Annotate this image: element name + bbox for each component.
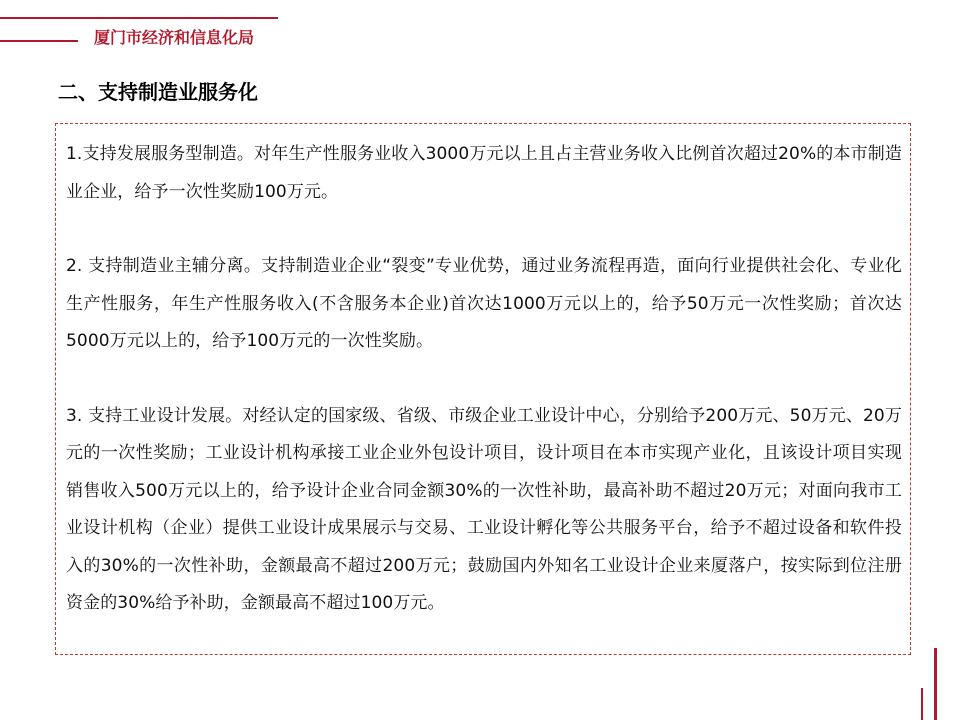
header-top-rule	[0, 17, 278, 19]
policy-paragraph-2: 2. 支持制造业主辅分离。支持制造业企业“裂变”专业优势，通过业务流程再造，面向行业提供社会化、专业化生产性服务，年生产性服务收入(不含服务本企业)首次达1000万元以上的，给予50万元一次性奖励；首次达5000万元以上的，给予100万元的一次性奖励。	[66, 256, 902, 351]
header-accent-rule	[0, 40, 78, 42]
section-title: 二、支持制造业服务化	[58, 80, 258, 104]
policy-content-box	[55, 123, 911, 655]
corner-decoration-bar	[934, 648, 937, 720]
policy-paragraph-1: 1.支持发展服务型制造。对年生产性服务业收入3000万元以上且占主营业务收入比例首次超过20%的本市制造业企业，给予一次性奖励100万元。	[66, 144, 902, 202]
corner-decoration-bar-thin	[921, 688, 923, 720]
paragraph-spacer	[66, 361, 902, 398]
paragraph-spacer	[66, 211, 902, 248]
organization-name: 厦门市经济和信息化局	[94, 28, 255, 47]
policy-paragraph-3: 3. 支持工业设计发展。对经认定的国家级、省级、市级企业工业设计中心，分别给予200万元、50万元、20万元的一次性奖励；工业设计机构承接工业企业外包设计项目，设计项目在本市实现产业化，且该设计项目实现销售收入500万元以上的，给予设计企业合同金额30%的一次性补助，最高补助不超过20万元；对面向我市工业设计机构（企业）提供工业设计成果展示与交易、工业设计孵化等公共服务平台，给予不超过设备和软件投入的30%的一次性补助，金额最高不超过200万元；鼓励国内外知名工业设计企业来厦落户，按实际到位注册资金的30%给予补助，金额最高不超过100万元。	[66, 405, 902, 613]
